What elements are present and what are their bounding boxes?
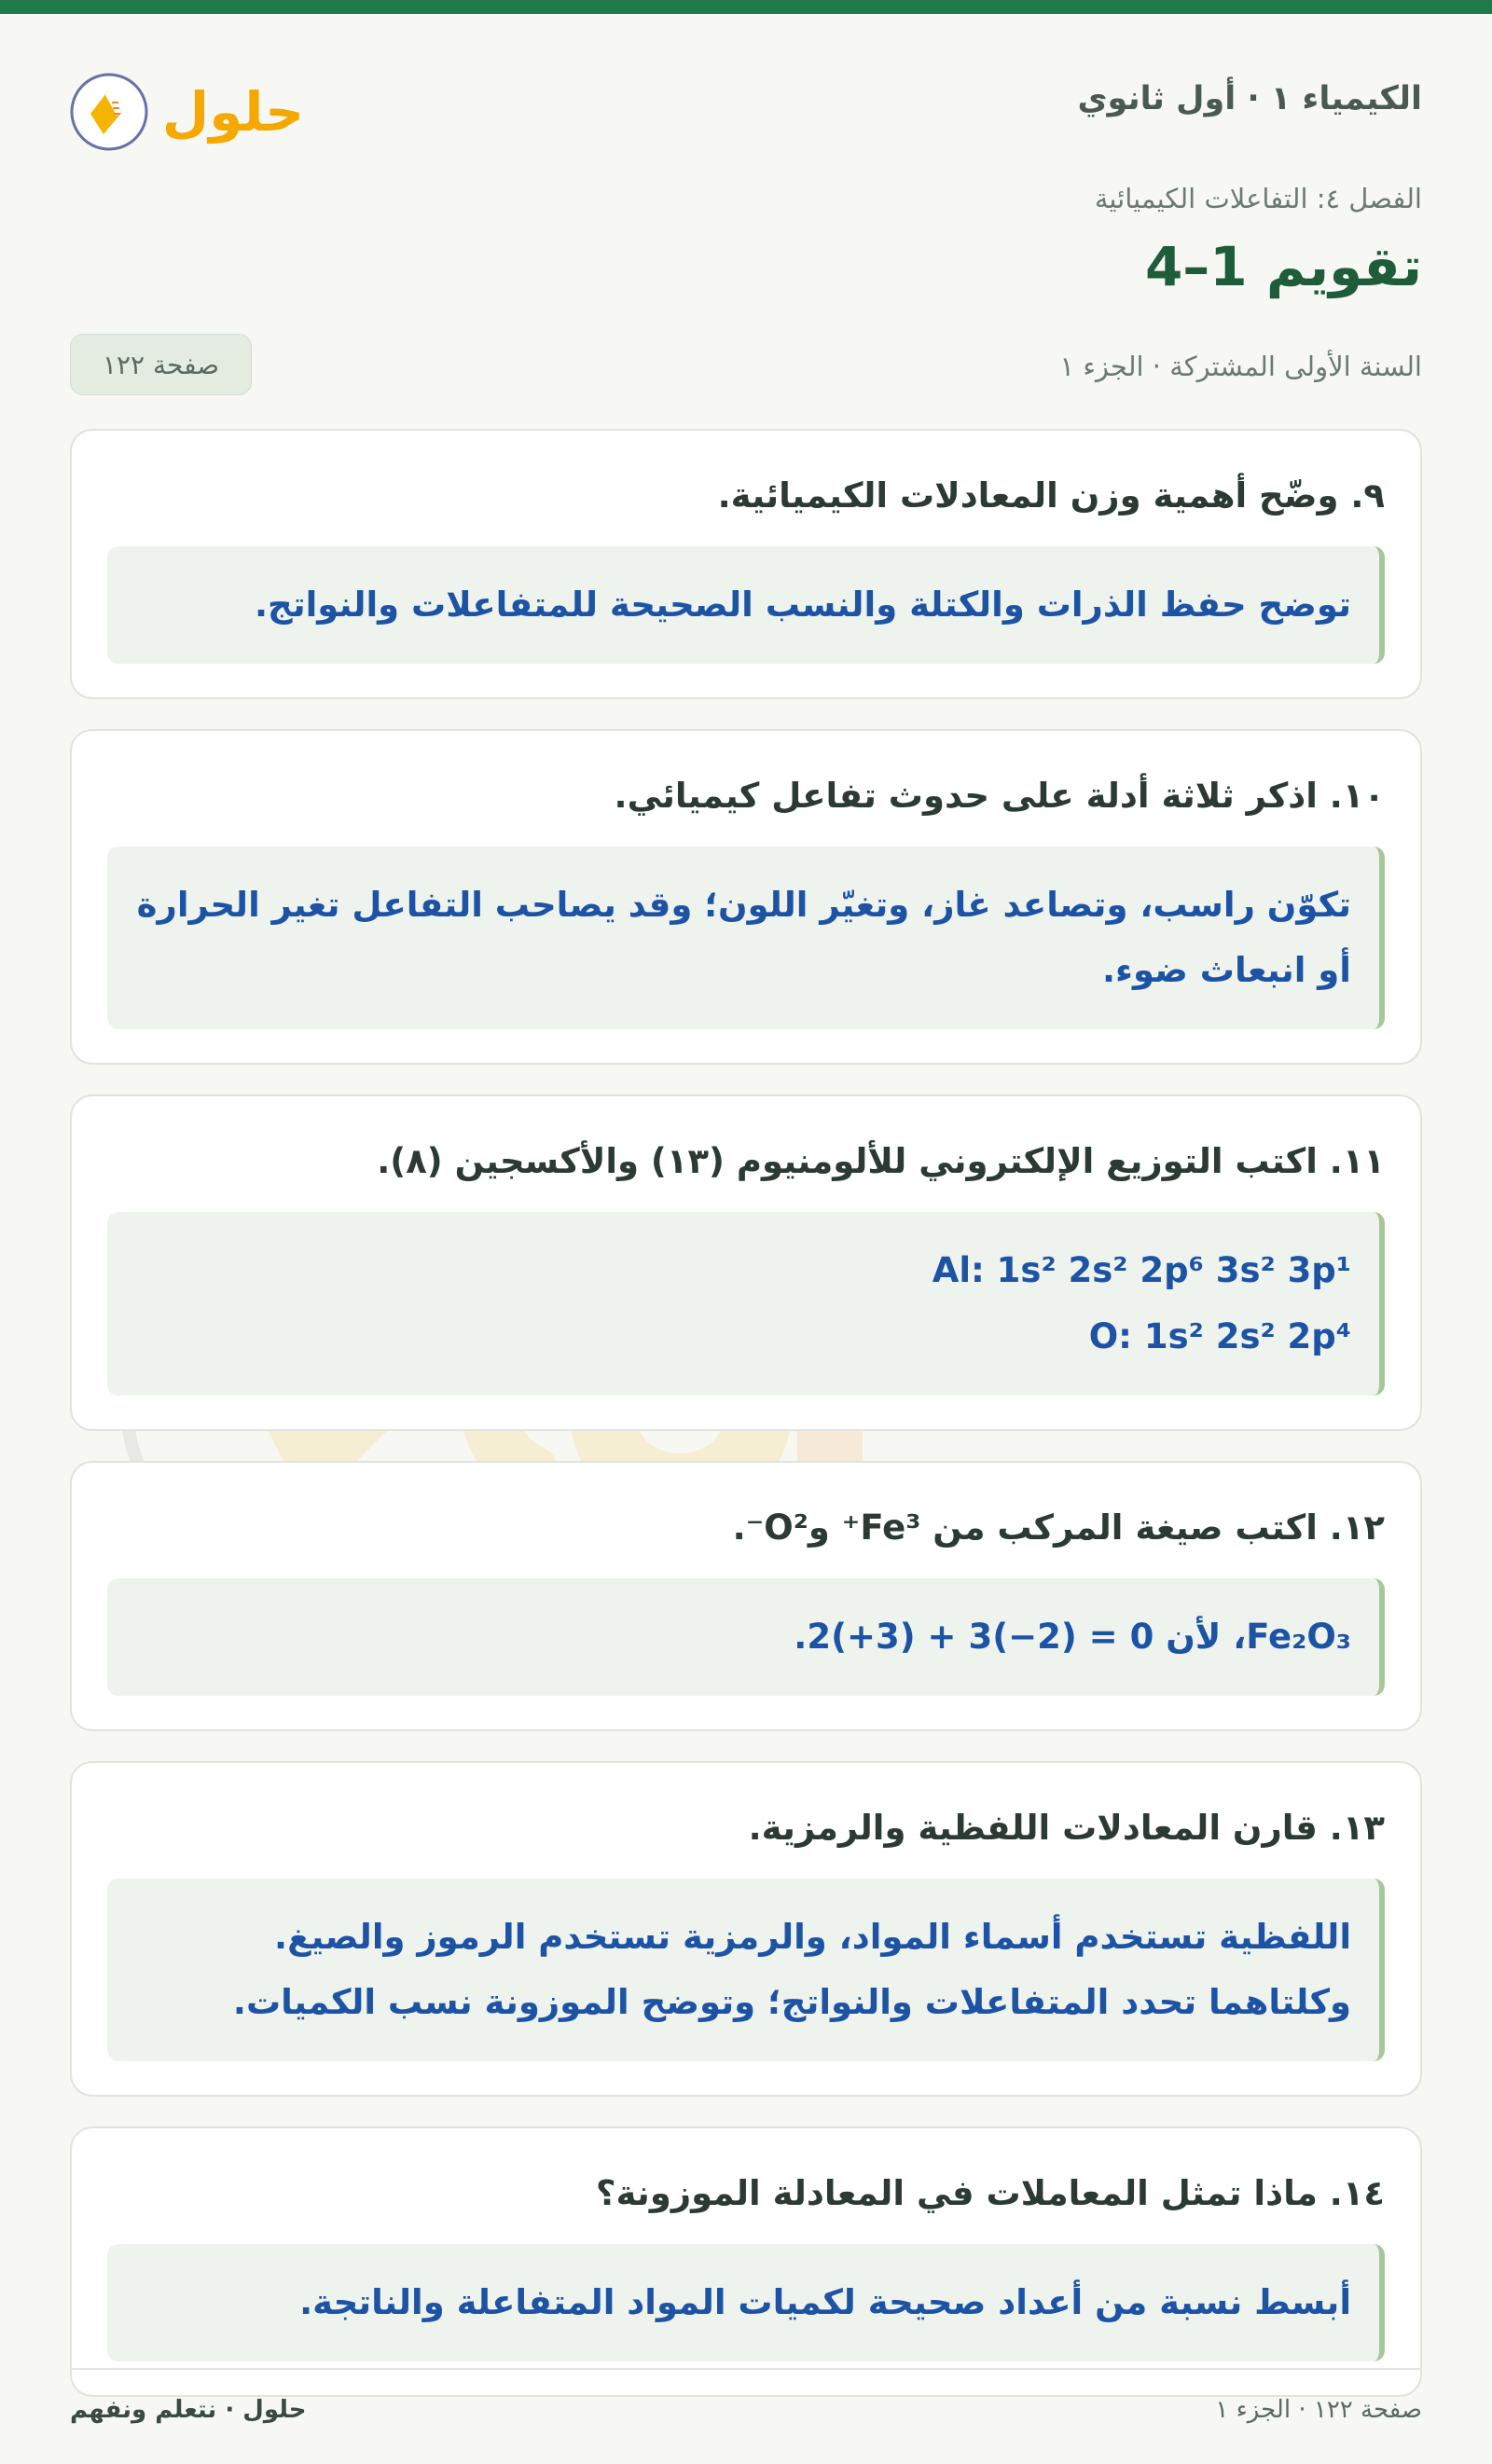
electron-config-al: Al: 1s² 2s² 2p⁶ 3s² 3p¹ — [932, 1250, 1351, 1291]
answer-box — [107, 1578, 1385, 1696]
answer-line: تكوّن راسب، وتصاعد غاز، وتغيّر اللون؛ وقد يصاحب التفاعل تغير الحرارة أو انبعاث ضوء. — [136, 884, 1351, 991]
hulool-logo[interactable] — [70, 65, 312, 158]
question-card — [70, 1461, 1422, 1731]
answer-line — [135, 1304, 1351, 1370]
chapter-label: الفصل ٤: التفاعلات الكيميائية — [1094, 183, 1422, 214]
question-text: ١٣. قارن المعادلات اللفظية والرمزية. — [748, 1807, 1385, 1848]
question-text: ١١. اكتب التوزيع الإلكتروني للألومنيوم (١٣) والأكسجين (٨). — [377, 1141, 1385, 1182]
footer-page-info: صفحة ١٢٢ · الجزء ١ — [1215, 2396, 1422, 2424]
question-text: ١٤. ماذا تمثل المعاملات في المعادلة الموزونة؟ — [596, 2173, 1385, 2214]
answer-line: توضح حفظ الذرات والكتلة والنسب الصحيحة للمتفاعلات والنواتج. — [255, 584, 1351, 625]
question-text: ١٠. اذكر ثلاثة أدلة على حدوث تفاعل كيميائي. — [614, 776, 1385, 817]
answer-line — [135, 1238, 1351, 1303]
answer-line: وكلتاهما تحدد المتفاعلات والنواتج؛ وتوضح الموزونة نسب الكميات. — [232, 1982, 1351, 2023]
page-number-badge: صفحة ١٢٢ — [70, 334, 252, 395]
question-card — [70, 1094, 1422, 1430]
question-card — [70, 2127, 1422, 2397]
page-header — [70, 54, 1422, 147]
logo-text: حلول — [161, 80, 305, 144]
subject-title: الكيمياء ١ · أول ثانوي — [1077, 80, 1422, 117]
question-text: ١٢. اكتب صيغة المركب من Fe³⁺ وO²⁻. — [732, 1507, 1385, 1548]
answer-box — [107, 1879, 1385, 2062]
footer-brand: حلول · نتعلم ونفهم — [70, 2396, 307, 2424]
answer-box — [107, 546, 1385, 664]
top-accent-bar — [0, 0, 1492, 14]
question-text: ٩. وضّح أهمية وزن المعادلات الكيميائية. — [717, 475, 1385, 516]
answer-line: اللفظية تستخدم أسماء المواد، والرمزية تستخدم الرموز والصيغ. — [274, 1916, 1351, 1957]
answer-box — [107, 847, 1385, 1030]
footer-divider — [70, 2368, 1422, 2370]
answer-line: أبسط نسبة من أعداد صحيحة لكميات المواد المتفاعلة والناتجة. — [299, 2282, 1351, 2323]
answer-box — [107, 2244, 1385, 2361]
answer-box — [107, 1212, 1385, 1396]
section-title: تقويم 1–4 — [1144, 235, 1422, 298]
question-card — [70, 729, 1422, 1065]
question-card — [70, 1761, 1422, 2097]
question-card — [70, 429, 1422, 699]
electron-config-o: O: 1s² 2s² 2p⁴ — [1088, 1315, 1351, 1356]
questions-list — [70, 429, 1422, 2427]
meta-line: السنة الأولى المشتركة · الجزء ١ — [1059, 351, 1422, 382]
answer-line: Fe₂O₃، لأن 0 = (2−)3 + (3+)2. — [794, 1616, 1351, 1657]
